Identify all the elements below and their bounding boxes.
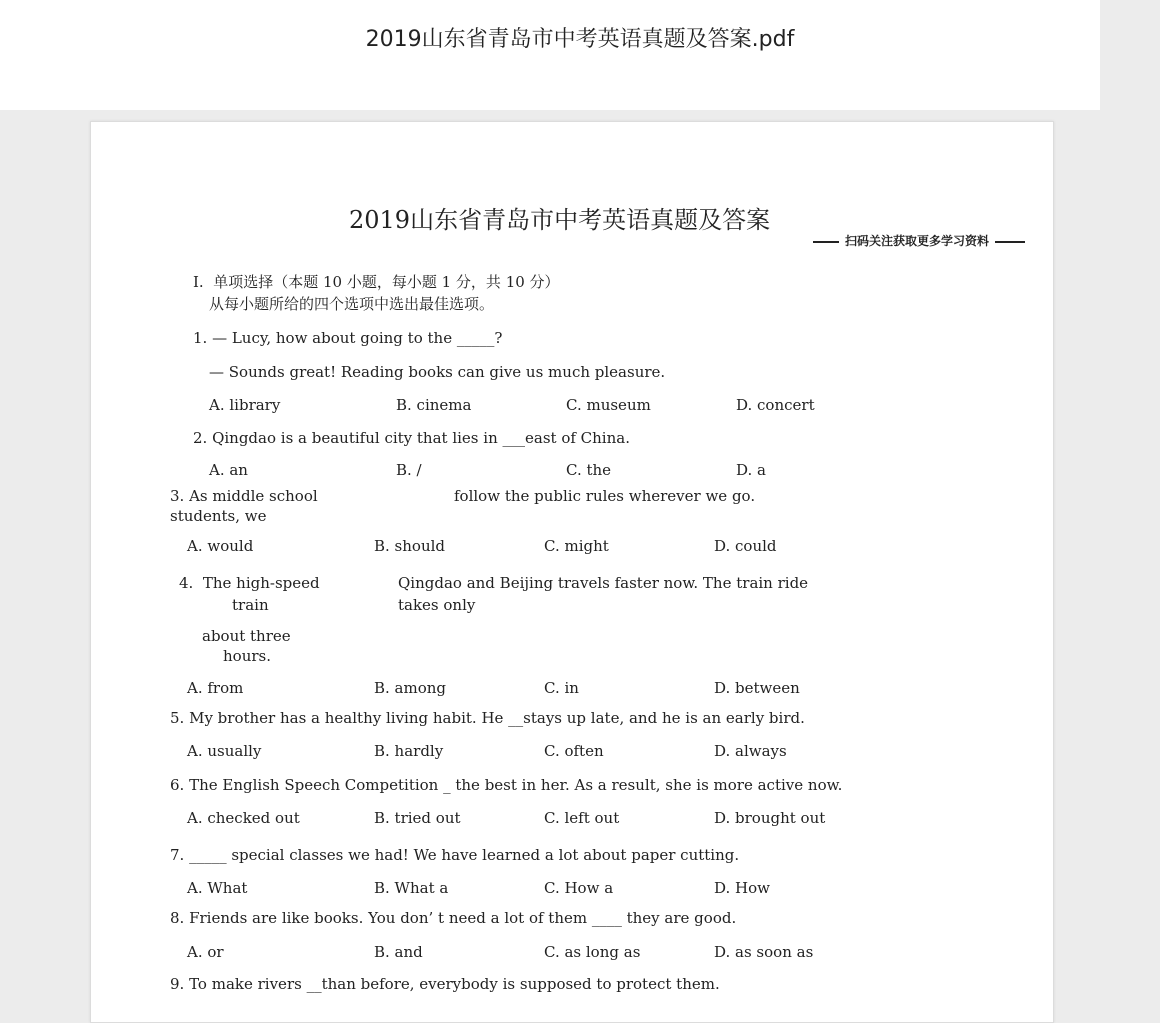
q5-option-d: D. always bbox=[714, 742, 787, 760]
q8-option-a: A. or bbox=[187, 943, 224, 961]
q4-option-a: A. from bbox=[187, 679, 244, 697]
question-1: 1. — Lucy, how about going to the _____? bbox=[193, 329, 503, 347]
q6-option-c: C. left out bbox=[544, 809, 620, 827]
question-4-part-2: train bbox=[232, 596, 269, 614]
question-4-part-6: hours. bbox=[223, 647, 271, 665]
section-heading: I. 单项选择（本题 10 小题，每小题 1 分，共 10 分） bbox=[193, 273, 560, 291]
q8-option-d: D. as soon as bbox=[714, 943, 814, 961]
q5-option-c: C. often bbox=[544, 742, 604, 760]
q1-option-a: A. library bbox=[209, 396, 281, 414]
q4-option-b: B. among bbox=[374, 679, 447, 697]
q6-option-d: D. brought out bbox=[714, 809, 826, 827]
question-8: 8. Friends are like books. You don’ t need a lot of them ____ they are good. bbox=[170, 909, 737, 927]
question-5: 5. My brother has a healthy living habit. He __stays up late, and he is an early bird. bbox=[170, 709, 805, 727]
question-3-part-1: 3. As middle school bbox=[170, 487, 318, 505]
question-4-part-1: 4. The high-speed bbox=[179, 574, 320, 592]
q1-option-d: D. concert bbox=[736, 396, 815, 414]
side-tag: 扫码关注获取更多学习资料 bbox=[807, 232, 1025, 249]
q5-option-b: B. hardly bbox=[374, 742, 444, 760]
question-4-part-3: Qingdao and Beijing travels faster now. The train ride bbox=[398, 574, 809, 592]
q7-option-d: D. How bbox=[714, 879, 770, 897]
q1-option-c: C. museum bbox=[566, 396, 651, 414]
q7-option-a: A. What bbox=[187, 879, 248, 897]
q5-option-a: A. usually bbox=[187, 742, 262, 760]
file-title: 2019山东省青岛市中考英语真题及答案.pdf bbox=[365, 27, 795, 52]
q4-option-d: D. between bbox=[714, 679, 800, 697]
viewer-header bbox=[0, 0, 1100, 110]
q1-option-b: B. cinema bbox=[396, 396, 472, 414]
q3-option-a: A. would bbox=[187, 537, 254, 555]
question-3-part-3: follow the public rules wherever we go. bbox=[454, 487, 756, 505]
q3-option-b: B. should bbox=[374, 537, 446, 555]
question-2: 2. Qingdao is a beautiful city that lies in ___east of China. bbox=[193, 429, 630, 447]
q7-option-b: B. What a bbox=[374, 879, 449, 897]
q3-option-c: C. might bbox=[544, 537, 609, 555]
q8-option-b: B. and bbox=[374, 943, 423, 961]
q2-option-b: B. / bbox=[396, 461, 422, 479]
q8-option-c: C. as long as bbox=[544, 943, 641, 961]
page-doc-title: 2019山东省青岛市中考英语真题及答案 bbox=[349, 206, 771, 234]
q2-option-d: D. a bbox=[736, 461, 766, 479]
q4-option-c: C. in bbox=[544, 679, 579, 697]
q7-option-c: C. How a bbox=[544, 879, 614, 897]
section-instruction: 从每小题所给的四个选项中选出最佳选项。 bbox=[209, 295, 495, 313]
q2-option-a: A. an bbox=[209, 461, 248, 479]
q6-option-a: A. checked out bbox=[187, 809, 300, 827]
q6-option-b: B. tried out bbox=[374, 809, 461, 827]
question-4-part-4: takes only bbox=[398, 596, 476, 614]
question-9: 9. To make rivers __than before, everybody is supposed to protect them. bbox=[170, 975, 720, 993]
question-1-reply: — Sounds great! Reading books can give us much pleasure. bbox=[209, 363, 666, 381]
q2-option-c: C. the bbox=[566, 461, 612, 479]
question-6: 6. The English Speech Competition _ the best in her. As a result, she is more active now. bbox=[170, 776, 843, 794]
q3-option-d: D. could bbox=[714, 537, 777, 555]
question-4-part-5: about three bbox=[202, 627, 291, 645]
question-7: 7. _____ special classes we had! We have learned a lot about paper cutting. bbox=[170, 846, 740, 864]
pdf-page bbox=[90, 121, 1054, 1023]
question-3-part-2: students, we bbox=[170, 507, 267, 525]
